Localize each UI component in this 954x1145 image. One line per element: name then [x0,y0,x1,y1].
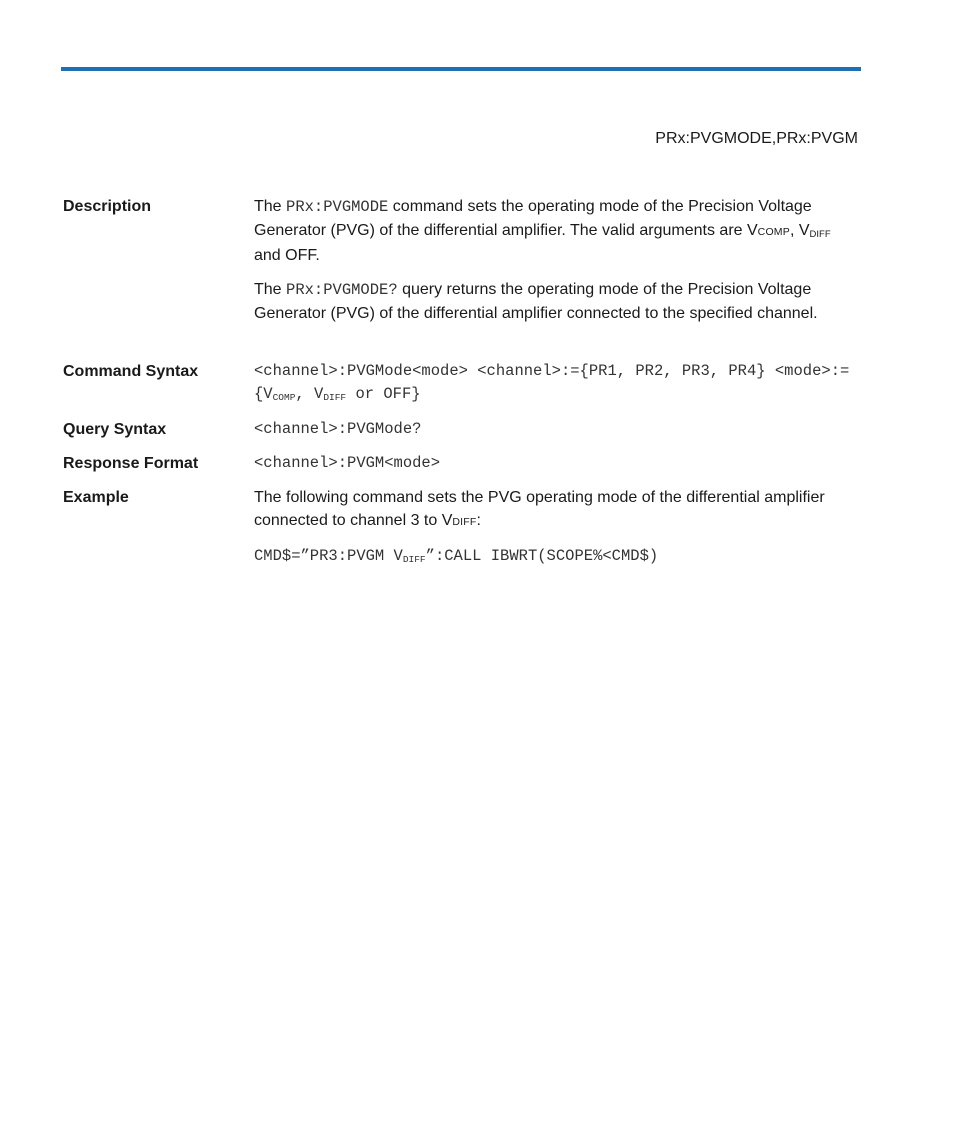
example-text-1: The following command sets the PVG operating mode of the differential amplifier connected to channel 3 to V [254,489,825,529]
example-text-diff: DIFF [452,516,477,528]
command-syntax-label: Command Syntax [63,363,199,380]
description-p1-text-2: command sets the operating mode of the Precision Voltage Generator (PVG) of the differential amplifier. The valid arguments are V [254,198,812,239]
command-syntax-text-1: <channel>:PVGMode<mode> <channel>:={PR1, PR2, PR3, PR4} <mode>:={V [254,362,850,403]
command-syntax-text-3: or OFF} [346,385,421,403]
example-label: Example [63,489,129,506]
command-syntax-comp: COMP [272,392,296,403]
header-rule [61,67,861,71]
description-p2-text-2: query returns the operating mode of the Precision Voltage Generator (PVG) of the differential amplifier connected to the specified channel. [254,281,818,322]
description-p1-text-1: The [254,198,287,215]
page-header-title: PRx:PVGMODE,PRx:PVGM [655,130,858,147]
description-p1-command: PRx:PVGMODE [286,198,389,216]
example-text-2: : [476,512,481,529]
command-syntax-diff: DIFF [323,392,347,403]
query-syntax-value: <channel>:PVGMode? [254,420,422,438]
response-format-value: <channel>:PVGM<mode> [254,454,441,472]
example-text [254,486,854,534]
example-content [254,486,854,568]
query-syntax-label: Query Syntax [63,421,167,438]
description-paragraph-2 [254,278,854,325]
example-code-2: ”:CALL IBWRT(SCOPE%<CMD$) [425,547,659,565]
description-paragraph-1 [254,195,854,267]
command-syntax-text-2: , V [295,385,324,403]
description-p2-command: PRx:PVGMODE? [286,281,398,299]
description-content [254,195,854,325]
description-p2-text-1: The [254,281,287,298]
description-label: Description [63,198,152,215]
response-format-label: Response Format [63,455,199,472]
description-p1-comp: COMP [757,226,790,238]
description-p1-text-3: , V [789,222,810,239]
description-p1-text-4: and OFF. [254,247,320,264]
description-p1-diff: DIFF [809,229,831,240]
example-code [254,545,854,568]
command-syntax-content [254,360,854,406]
example-code-diff: DIFF [402,554,426,565]
example-code-1: CMD$=”PR3:PVGM V [254,547,403,565]
